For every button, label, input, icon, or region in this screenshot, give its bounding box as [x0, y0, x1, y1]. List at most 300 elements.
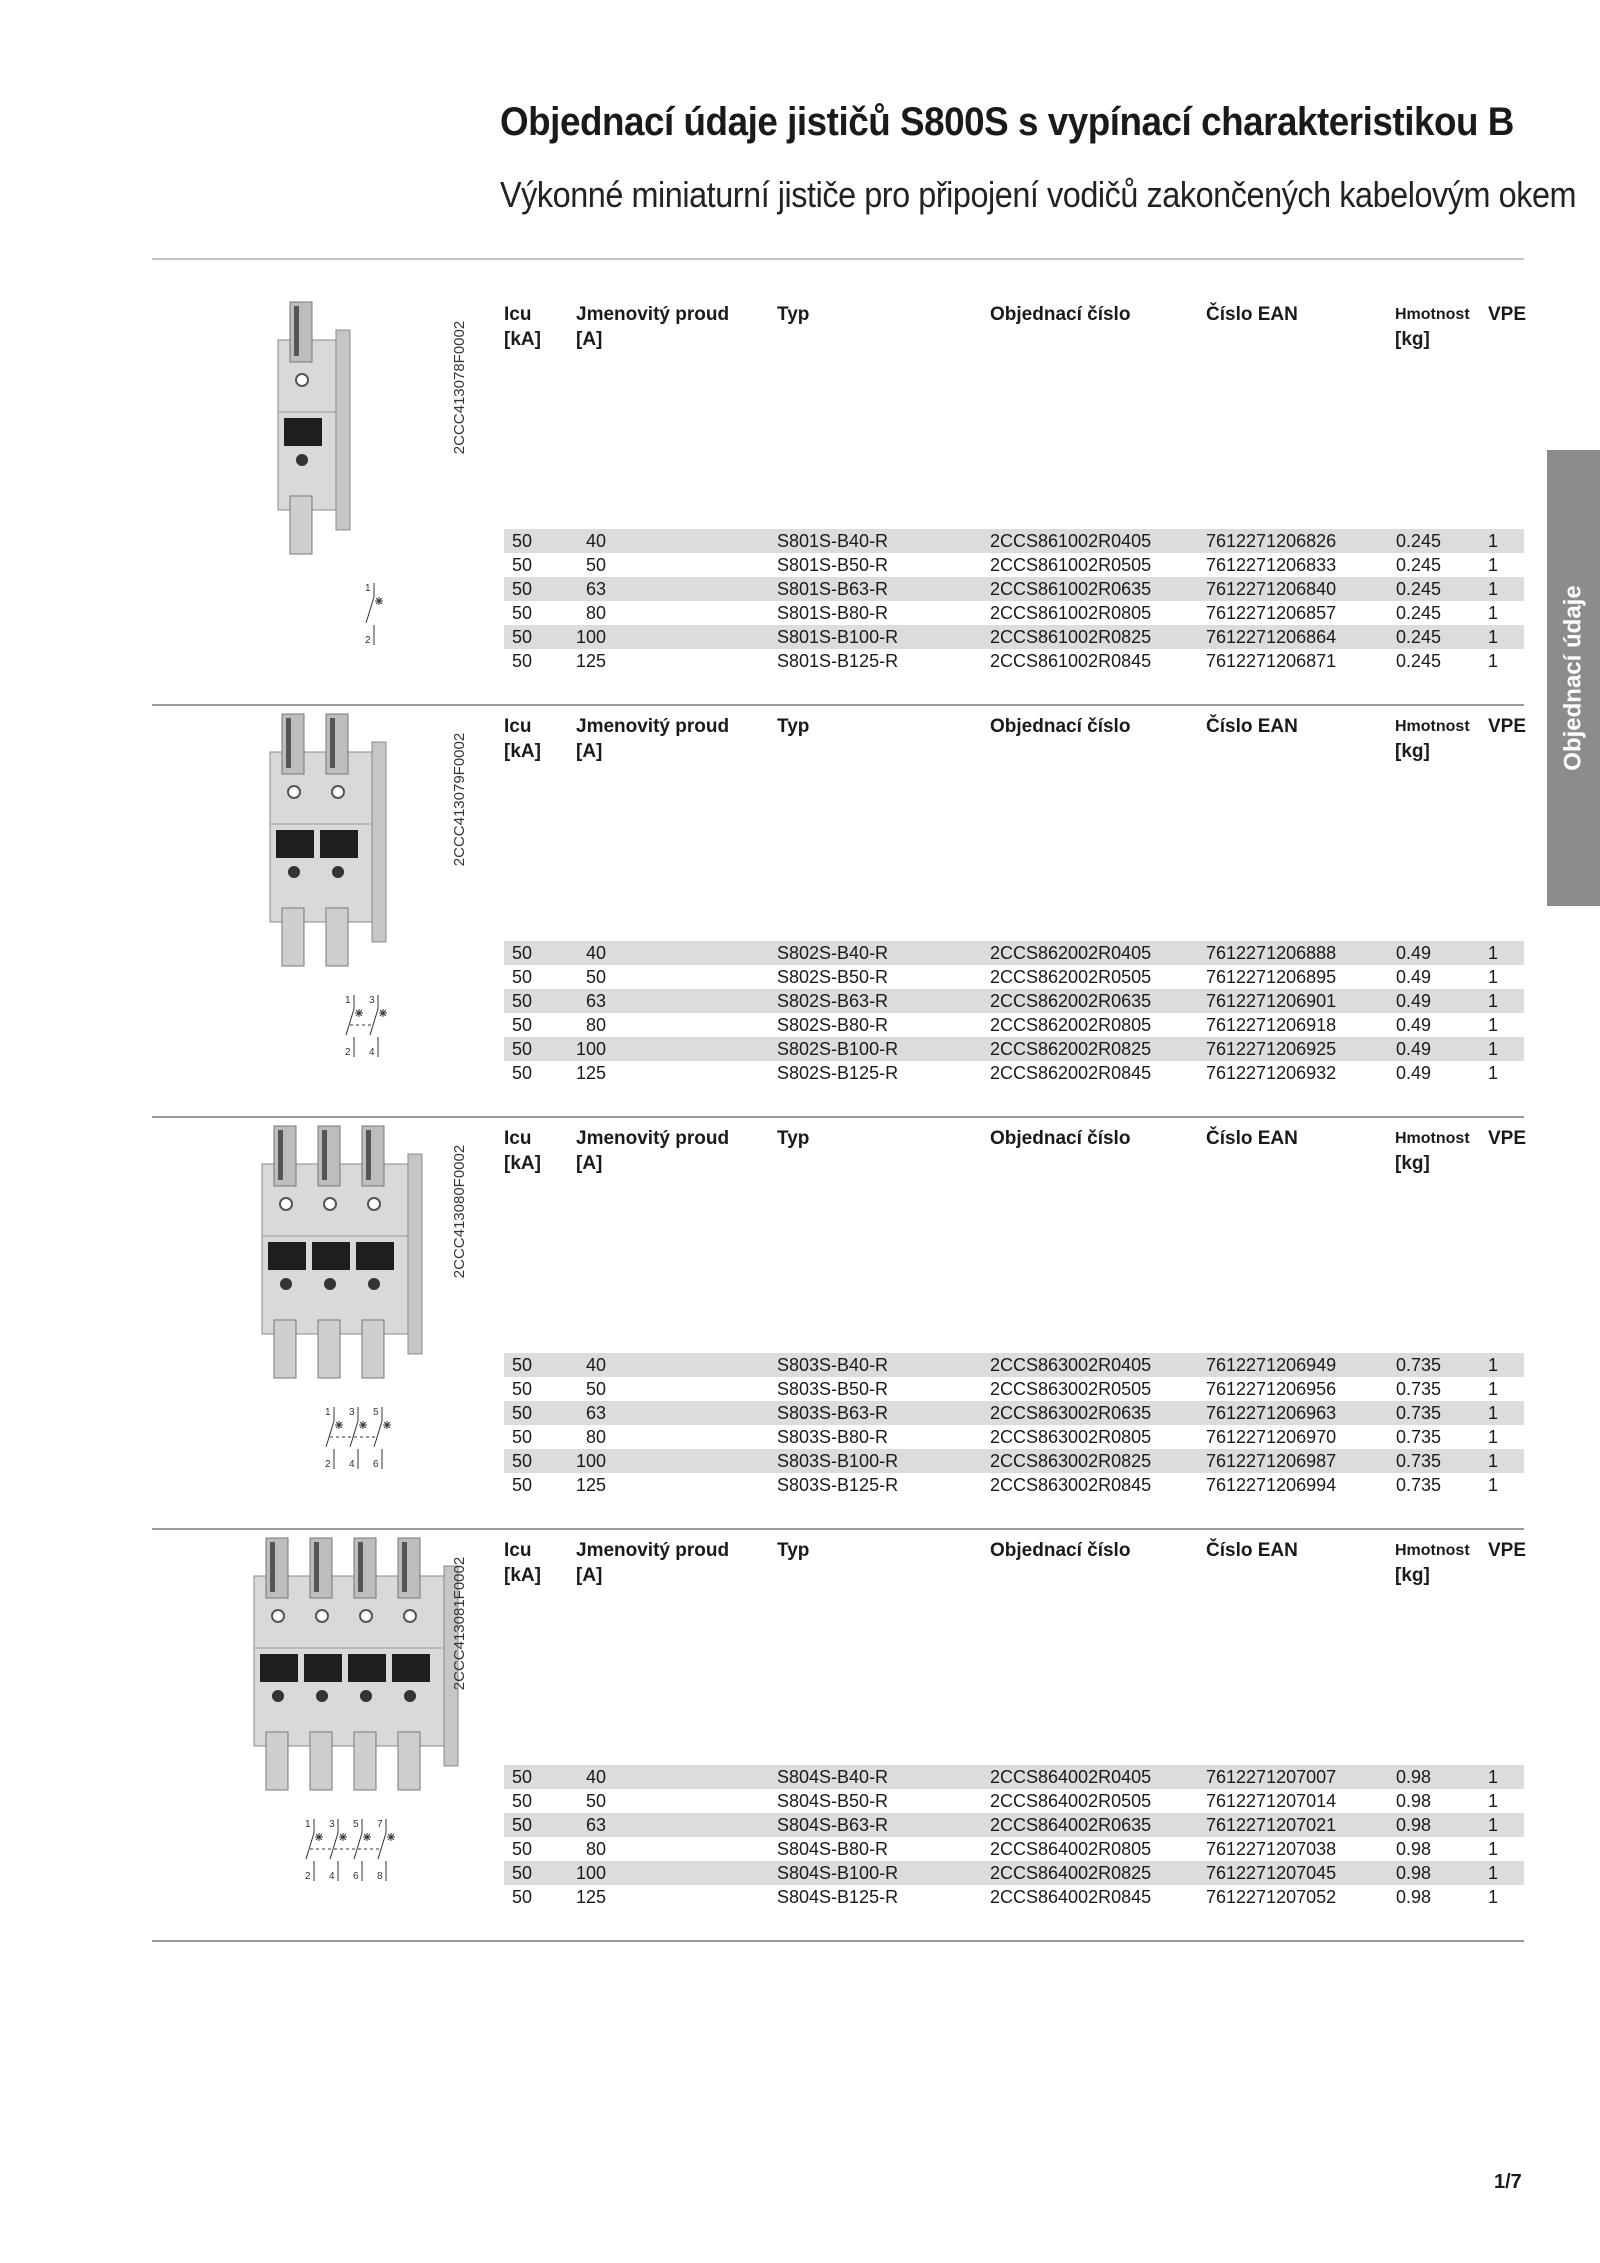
cell-icu: 50	[512, 1475, 533, 1495]
cell-icu: 50	[512, 1039, 533, 1059]
terminal-label-bottom: 4	[369, 1047, 375, 1058]
cell-type: S803S-B125-R	[777, 1475, 899, 1495]
top-terminal	[282, 714, 304, 774]
table-row	[504, 1061, 1524, 1085]
cell-icu: 50	[512, 555, 533, 575]
toggle-lever	[260, 1654, 298, 1682]
cell-weight: 0.735	[1396, 1379, 1442, 1399]
cell-ean: 7612271206963	[1206, 1403, 1337, 1423]
screw-bottom	[360, 1690, 372, 1702]
cell-vpe: 1	[1488, 1887, 1499, 1907]
header-order-no	[990, 1538, 1130, 1563]
table-row	[504, 1789, 1524, 1813]
image-code-text: 2CCC413079F0002	[451, 732, 469, 866]
cell-weight: 0.49	[1396, 991, 1432, 1011]
terminal-label-top: 1	[325, 1407, 331, 1418]
cell-current: 125	[576, 651, 607, 671]
cell-ean: 7612271207007	[1206, 1767, 1337, 1787]
cell-vpe: 1	[1488, 1475, 1499, 1495]
page-subtitle: Výkonné miniaturní jističe pro připojení vodičů zakončených kabelovým okem	[500, 174, 1577, 215]
header-ean	[1206, 714, 1298, 739]
screw-top	[316, 1610, 328, 1622]
terminal-slot	[294, 306, 299, 356]
cell-type: S804S-B125-R	[777, 1887, 899, 1907]
table-row	[504, 1837, 1524, 1861]
cell-current: 40	[586, 1355, 607, 1375]
cell-vpe: 1	[1488, 603, 1499, 623]
cell-order-no: 2CCS864002R0405	[990, 1767, 1152, 1787]
cell-ean: 7612271207052	[1206, 1887, 1337, 1907]
cell-icu: 50	[512, 1403, 533, 1423]
header-icu-label: Icu	[504, 716, 532, 737]
header-icu	[504, 1538, 541, 1588]
cell-type: S804S-B63-R	[777, 1815, 889, 1835]
table-row	[504, 649, 1524, 673]
cell-icu: 50	[512, 531, 533, 551]
bottom-terminal	[318, 1320, 340, 1378]
cell-current: 50	[586, 1791, 607, 1811]
cell-order-no: 2CCS861002R0635	[990, 579, 1152, 599]
cell-weight: 0.49	[1396, 1039, 1432, 1059]
cell-ean: 7612271206833	[1206, 555, 1337, 575]
header-current-unit: [A]	[576, 1153, 603, 1174]
screw-top	[324, 1198, 336, 1210]
cell-weight: 0.735	[1396, 1355, 1442, 1375]
screw-top	[368, 1198, 380, 1210]
cell-vpe: 1	[1488, 1451, 1499, 1471]
cell-icu: 50	[512, 1015, 533, 1035]
cell-ean: 7612271207045	[1206, 1863, 1337, 1883]
header-order-no-label: Objednací číslo	[990, 304, 1131, 325]
cell-weight: 0.49	[1396, 967, 1432, 987]
header-vpe-label: VPE	[1488, 304, 1527, 325]
cell-order-no: 2CCS861002R0845	[990, 651, 1152, 671]
header-type-label: Typ	[777, 1540, 810, 1561]
terminal-label-top: 5	[373, 1407, 379, 1418]
cell-ean: 7612271206970	[1206, 1427, 1337, 1447]
table-row	[504, 1401, 1524, 1425]
switch-contact	[374, 1421, 382, 1447]
cell-type: S804S-B100-R	[777, 1863, 899, 1883]
cell-ean: 7612271206857	[1206, 603, 1337, 623]
cell-order-no: 2CCS862002R0635	[990, 991, 1152, 1011]
breaker-photo	[248, 1536, 464, 1796]
cell-icu: 50	[512, 1767, 533, 1787]
screw-top	[332, 786, 344, 798]
header-current	[576, 302, 729, 352]
header-icu-unit: [kA]	[504, 741, 541, 762]
header-type	[777, 714, 809, 739]
cell-current: 100	[576, 1451, 607, 1471]
bottom-terminal	[290, 496, 312, 554]
header-type-label: Typ	[777, 304, 810, 325]
cell-current: 63	[586, 1403, 607, 1423]
screw-bottom	[296, 454, 308, 466]
top-terminal	[362, 1126, 384, 1186]
header-ean	[1206, 1538, 1298, 1563]
terminal-label-top: 3	[329, 1819, 335, 1830]
cell-ean: 7612271207021	[1206, 1815, 1337, 1835]
side-tab[interactable]	[1547, 450, 1600, 906]
toggle-lever	[356, 1242, 394, 1270]
top-terminal	[274, 1126, 296, 1186]
cell-weight: 0.98	[1396, 1767, 1432, 1787]
table-row	[504, 1885, 1524, 1909]
terminal-slot	[278, 1130, 283, 1180]
cell-weight: 0.735	[1396, 1475, 1442, 1495]
cell-ean: 7612271206826	[1206, 531, 1337, 551]
screw-top	[296, 374, 308, 386]
cell-vpe: 1	[1488, 1063, 1499, 1083]
cell-icu: 50	[512, 1063, 533, 1083]
screw-bottom	[280, 1278, 292, 1290]
header-current	[576, 714, 729, 764]
cell-weight: 0.98	[1396, 1791, 1432, 1811]
cell-current: 50	[586, 967, 607, 987]
cell-type: S803S-B80-R	[777, 1427, 889, 1447]
toggle-lever	[320, 830, 358, 858]
table-row	[504, 965, 1524, 989]
cell-type: S803S-B40-R	[777, 1355, 889, 1375]
header-current-unit: [A]	[576, 329, 603, 350]
toggle-lever	[312, 1242, 350, 1270]
switch-contact	[350, 1421, 358, 1447]
cell-weight: 0.49	[1396, 1063, 1432, 1083]
cell-current: 125	[576, 1887, 607, 1907]
header-weight	[1395, 302, 1470, 352]
cell-order-no: 2CCS862002R0505	[990, 967, 1152, 987]
top-terminal	[398, 1538, 420, 1598]
table-row	[504, 1765, 1524, 1789]
header-order-no	[990, 1126, 1130, 1151]
circuit-symbol	[322, 1403, 414, 1473]
header-vpe-label: VPE	[1488, 1540, 1527, 1561]
header-icu-label: Icu	[504, 1128, 532, 1149]
cell-weight: 0.49	[1396, 943, 1432, 963]
cell-ean: 7612271206918	[1206, 1015, 1337, 1035]
bottom-terminal	[398, 1732, 420, 1790]
terminal-slot	[366, 1130, 371, 1180]
header-weight-label: Hmotnost	[1395, 1542, 1470, 1559]
cell-ean: 7612271206925	[1206, 1039, 1337, 1059]
cell-icu: 50	[512, 579, 533, 599]
cell-icu: 50	[512, 1815, 533, 1835]
cell-current: 100	[576, 1863, 607, 1883]
header-icu	[504, 302, 541, 352]
terminal-slot	[402, 1542, 407, 1592]
table-row	[504, 1425, 1524, 1449]
cell-icu: 50	[512, 991, 533, 1011]
terminal-label-bottom: 4	[329, 1871, 335, 1882]
image-code	[448, 716, 472, 882]
screw-bottom	[332, 866, 344, 878]
terminal-slot	[358, 1542, 363, 1592]
terminal-label-bottom: 2	[325, 1459, 331, 1470]
header-vpe	[1488, 1126, 1526, 1151]
cell-ean: 7612271206871	[1206, 651, 1337, 671]
header-current-label: Jmenovitý proud	[576, 1540, 730, 1561]
breaker-side	[372, 742, 386, 942]
terminal-label-top: 1	[305, 1819, 311, 1830]
header-weight-label: Hmotnost	[1395, 1130, 1470, 1147]
product-section	[152, 706, 1527, 1118]
terminal-label-top: 7	[377, 1819, 383, 1830]
cell-vpe: 1	[1488, 1815, 1499, 1835]
image-code	[448, 304, 472, 470]
cell-vpe: 1	[1488, 991, 1499, 1011]
header-ean-label: Číslo EAN	[1206, 1540, 1298, 1561]
cell-ean: 7612271206956	[1206, 1379, 1337, 1399]
cell-current: 40	[586, 943, 607, 963]
cell-weight: 0.245	[1396, 555, 1442, 575]
table-row	[504, 601, 1524, 625]
cell-ean: 7612271206901	[1206, 991, 1337, 1011]
toggle-lever	[348, 1654, 386, 1682]
table-row	[504, 577, 1524, 601]
header-weight	[1395, 714, 1470, 764]
top-terminal	[318, 1126, 340, 1186]
cell-vpe: 1	[1488, 555, 1499, 575]
cell-order-no: 2CCS864002R0845	[990, 1887, 1152, 1907]
terminal-slot	[270, 1542, 275, 1592]
cell-type: S801S-B50-R	[777, 555, 889, 575]
cell-ean: 7612271206895	[1206, 967, 1337, 987]
cell-current: 50	[586, 555, 607, 575]
table-row	[504, 989, 1524, 1013]
cell-current: 80	[586, 1427, 607, 1447]
bottom-terminal	[362, 1320, 384, 1378]
terminal-slot	[314, 1542, 319, 1592]
cell-order-no: 2CCS861002R0825	[990, 627, 1152, 647]
header-type	[777, 1538, 809, 1563]
cell-order-no: 2CCS863002R0805	[990, 1427, 1152, 1447]
header-current	[576, 1126, 729, 1176]
header-order-no-label: Objednací číslo	[990, 1128, 1131, 1149]
header-type	[777, 1126, 809, 1151]
table-row	[504, 1377, 1524, 1401]
cell-order-no: 2CCS864002R0635	[990, 1815, 1152, 1835]
cell-order-no: 2CCS863002R0825	[990, 1451, 1152, 1471]
terminal-label-top: 5	[353, 1819, 359, 1830]
terminal-slot	[286, 718, 291, 768]
header-vpe-label: VPE	[1488, 1128, 1527, 1149]
cell-ean: 7612271206864	[1206, 627, 1337, 647]
cell-order-no: 2CCS864002R0505	[990, 1791, 1152, 1811]
header-current-unit: [A]	[576, 741, 603, 762]
cell-order-no: 2CCS863002R0635	[990, 1403, 1152, 1423]
toggle-lever	[304, 1654, 342, 1682]
screw-top	[288, 786, 300, 798]
cell-type: S802S-B80-R	[777, 1015, 889, 1035]
cell-ean: 7612271206987	[1206, 1451, 1337, 1471]
header-order-no	[990, 302, 1130, 327]
header-vpe	[1488, 1538, 1526, 1563]
cell-icu: 50	[512, 1791, 533, 1811]
header-icu-label: Icu	[504, 1540, 532, 1561]
cell-current: 80	[586, 603, 607, 623]
cell-order-no: 2CCS861002R0805	[990, 603, 1152, 623]
header-icu-unit: [kA]	[504, 1565, 541, 1586]
terminal-label-bottom: 2	[365, 635, 371, 646]
circuit-symbol	[362, 579, 406, 649]
image-code-text: 2CCC413081F0002	[451, 1556, 469, 1690]
cell-type: S803S-B100-R	[777, 1451, 899, 1471]
screw-top	[280, 1198, 292, 1210]
toggle-lever	[284, 418, 322, 446]
circuit-symbol	[342, 991, 410, 1061]
cell-order-no: 2CCS862002R0845	[990, 1063, 1152, 1083]
breaker-side	[336, 330, 350, 530]
switch-contact	[370, 1009, 378, 1035]
cell-weight: 0.245	[1396, 579, 1442, 599]
header-icu-unit: [kA]	[504, 1153, 541, 1174]
cell-icu: 50	[512, 603, 533, 623]
cell-ean: 7612271206994	[1206, 1475, 1337, 1495]
toggle-lever	[276, 830, 314, 858]
toggle-lever	[268, 1242, 306, 1270]
image-code-text: 2CCC413080F0002	[451, 1144, 469, 1278]
header-ean-label: Číslo EAN	[1206, 716, 1298, 737]
cell-current: 63	[586, 1815, 607, 1835]
breaker-photo	[272, 300, 356, 560]
terminal-label-top: 3	[369, 995, 375, 1006]
image-code	[448, 1128, 472, 1294]
cell-icu: 50	[512, 943, 533, 963]
cell-order-no: 2CCS861002R0405	[990, 531, 1152, 551]
table-row	[504, 1013, 1524, 1037]
page-title: Objednací údaje jističů S800S s vypínací charakteristikou B	[500, 100, 1514, 144]
header-order-no-label: Objednací číslo	[990, 716, 1131, 737]
header-icu	[504, 714, 541, 764]
cell-icu: 50	[512, 1355, 533, 1375]
cell-vpe: 1	[1488, 967, 1499, 987]
cell-type: S801S-B63-R	[777, 579, 889, 599]
header-ean	[1206, 1126, 1298, 1151]
table-row	[504, 941, 1524, 965]
table-row	[504, 1861, 1524, 1885]
bottom-terminal	[354, 1732, 376, 1790]
table-row	[504, 1353, 1524, 1377]
cell-weight: 0.98	[1396, 1815, 1432, 1835]
header-icu	[504, 1126, 541, 1176]
terminal-label-bottom: 4	[349, 1459, 355, 1470]
header-weight	[1395, 1126, 1470, 1176]
cell-current: 125	[576, 1475, 607, 1495]
cell-current: 63	[586, 579, 607, 599]
header-order-no	[990, 714, 1130, 739]
cell-icu: 50	[512, 651, 533, 671]
cell-icu: 50	[512, 1379, 533, 1399]
cell-ean: 7612271206949	[1206, 1355, 1337, 1375]
breaker-photo	[256, 1124, 428, 1384]
header-current-label: Jmenovitý proud	[576, 716, 730, 737]
cell-type: S802S-B125-R	[777, 1063, 899, 1083]
header-ean-label: Číslo EAN	[1206, 1128, 1298, 1149]
cell-current: 80	[586, 1839, 607, 1859]
header-current	[576, 1538, 729, 1588]
terminal-label-top: 1	[365, 583, 371, 594]
cell-type: S804S-B40-R	[777, 1767, 889, 1787]
screw-top	[360, 1610, 372, 1622]
cell-current: 100	[576, 627, 607, 647]
terminal-label-bottom: 2	[345, 1047, 351, 1058]
header-weight-unit: [kg]	[1395, 741, 1430, 762]
bottom-terminal	[274, 1320, 296, 1378]
cell-type: S801S-B125-R	[777, 651, 899, 671]
switch-contact	[346, 1009, 354, 1035]
cell-vpe: 1	[1488, 1427, 1499, 1447]
cell-weight: 0.245	[1396, 603, 1442, 623]
cell-weight: 0.245	[1396, 627, 1442, 647]
cell-icu: 50	[512, 1427, 533, 1447]
cell-ean: 7612271206932	[1206, 1063, 1337, 1083]
cell-vpe: 1	[1488, 1015, 1499, 1035]
header-icu-unit: [kA]	[504, 329, 541, 350]
cell-current: 125	[576, 1063, 607, 1083]
product-section	[152, 294, 1527, 706]
header-weight-unit: [kg]	[1395, 1153, 1430, 1174]
switch-contact	[306, 1833, 314, 1859]
cell-ean: 7612271207014	[1206, 1791, 1337, 1811]
cell-vpe: 1	[1488, 1791, 1499, 1811]
cell-vpe: 1	[1488, 531, 1499, 551]
terminal-label-bottom: 6	[353, 1871, 359, 1882]
page-number: 1/7	[1494, 2171, 1522, 2193]
header-weight-label: Hmotnost	[1395, 718, 1470, 735]
cell-vpe: 1	[1488, 1379, 1499, 1399]
switch-contact	[366, 597, 374, 623]
terminal-label-top: 1	[345, 995, 351, 1006]
cell-type: S801S-B100-R	[777, 627, 899, 647]
product-section	[152, 1530, 1527, 1942]
cell-icu: 50	[512, 627, 533, 647]
terminal-label-top: 3	[349, 1407, 355, 1418]
top-terminal	[290, 302, 312, 362]
cell-current: 40	[586, 1767, 607, 1787]
header-weight-label: Hmotnost	[1395, 306, 1470, 323]
cell-icu: 50	[512, 1887, 533, 1907]
image-code	[448, 1540, 472, 1706]
cell-type: S802S-B40-R	[777, 943, 889, 963]
header-ean-label: Číslo EAN	[1206, 304, 1298, 325]
header-type	[777, 302, 809, 327]
cell-icu: 50	[512, 1863, 533, 1883]
screw-bottom	[404, 1690, 416, 1702]
cell-order-no: 2CCS861002R0505	[990, 555, 1152, 575]
bottom-terminal	[326, 908, 348, 966]
cell-icu: 50	[512, 1451, 533, 1471]
top-terminal	[354, 1538, 376, 1598]
top-terminal	[326, 714, 348, 774]
cell-icu: 50	[512, 967, 533, 987]
side-tab-label: Objednací údaje	[1559, 585, 1587, 771]
cell-type: S802S-B100-R	[777, 1039, 899, 1059]
cell-weight: 0.49	[1396, 1015, 1432, 1035]
header-current-label: Jmenovitý proud	[576, 304, 730, 325]
cell-current: 40	[586, 531, 607, 551]
circuit-symbol	[302, 1815, 418, 1885]
switch-contact	[330, 1833, 338, 1859]
screw-bottom	[324, 1278, 336, 1290]
cell-order-no: 2CCS863002R0505	[990, 1379, 1152, 1399]
cell-order-no: 2CCS862002R0805	[990, 1015, 1152, 1035]
header-order-no-label: Objednací číslo	[990, 1540, 1131, 1561]
cell-weight: 0.735	[1396, 1427, 1442, 1447]
cell-vpe: 1	[1488, 1863, 1499, 1883]
table-row	[504, 1037, 1524, 1061]
header-current-label: Jmenovitý proud	[576, 1128, 730, 1149]
data-table	[504, 529, 1524, 673]
